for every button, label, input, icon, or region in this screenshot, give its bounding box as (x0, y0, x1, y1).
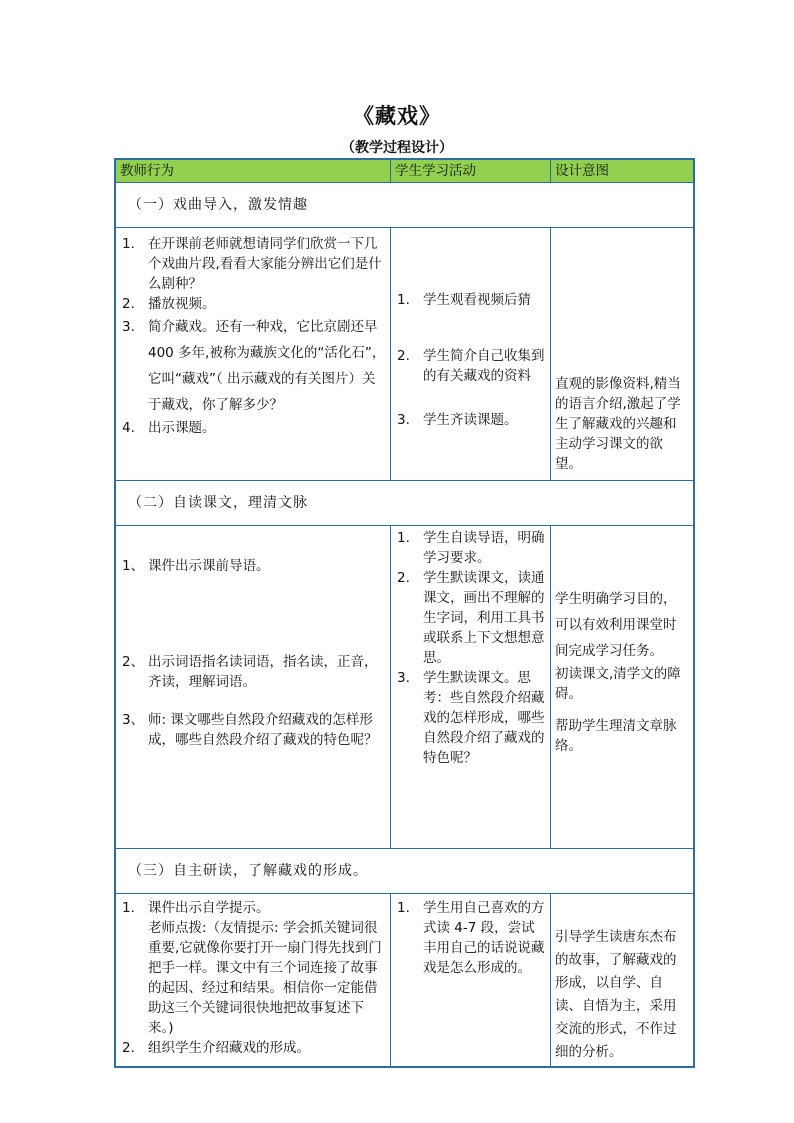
header-student: 学生学习活动 (391, 159, 551, 183)
section-content-row (115, 526, 694, 849)
list-item: 3. 简介藏戏。还有一种戏，它比京剧还早 400 多年,被称为藏族文化的“活化石”，它叫“藏戏”（ 出示藏戏的有关图片）关于藏戏，你了解多少？ (122, 319, 386, 413)
list-item: 1. 学生用自己喜欢的方式读 4-7 段，尝试丰用自己的话说说藏戏是怎么形成的。 (397, 900, 545, 976)
intent-cell (551, 228, 695, 481)
list-item: 4. 出示课题。 (122, 420, 216, 436)
student-cell (391, 526, 551, 849)
intent-cell (551, 526, 695, 849)
list-item: 1. 学生自读导语，明确学习要求。 (397, 530, 545, 566)
intent-text: 引导学生读唐东杰布的故事，了解藏戏的形成，以自学、自读、自悟为主，采用交流的形式，不作过细的分析。 (555, 929, 677, 1060)
list-item: 2. 组织学生介绍藏戏的形成。 (122, 1040, 310, 1056)
intent-text: 初读课文,清学文的障碍。 (555, 666, 681, 702)
list-item: 3. 学生默读课文。思考：些自然段介绍藏戏的怎样形成，哪些自然段介绍了藏戏的特色呢？ (397, 670, 545, 766)
section-heading: （二）自读课文，理清文脉 (115, 481, 694, 526)
teacher-cell (115, 894, 391, 1068)
list-item: 2. 播放视频。 (122, 296, 216, 312)
page-title: 《藏戏》 (353, 104, 441, 128)
list-item: 3、 师: 课文哪些自然段介绍藏戏的怎样形成，哪些自然段介绍了藏戏的特色呢？ (122, 712, 378, 748)
list-item: 2. 学生简介自己收集到的有关藏戏的资料 (397, 348, 545, 384)
list-item: 1、 课件出示课前导语。 (122, 558, 270, 574)
student-cell (391, 228, 551, 481)
lesson-plan-table (114, 158, 695, 1068)
intent-cell (551, 894, 695, 1068)
section-heading-row (115, 183, 694, 228)
section-content-row (115, 894, 694, 1068)
section-heading-row (115, 481, 694, 526)
student-cell (391, 894, 551, 1068)
list-item: 2、 出示词语指名读词语，指名读，正音，齐读，理解词语。 (122, 654, 378, 690)
section-heading-row (115, 849, 694, 894)
list-item: 老师点拨:（友情提示: 学会抓关键词很重要,它就像你要打开一扇门得先找到门把手一样。课文中有三个词连接了故事的起因、经过和结果。相信你一定能借助这三个关键词很快地把故事复述下来。) (148, 920, 382, 1036)
intent-text: 学生明确学习目的，可以有效利用课堂时间完成学习任务。 (555, 591, 677, 659)
list-item: 1. 在开课前老师就想请同学们欣赏一下几个戏曲片段,看看大家能分辨出它们是什么剧种？ (122, 236, 382, 292)
list-item: 2. 学生默读课文，读通课文，画出不理解的生字词，利用工具书或联系上下文想想意思。 (397, 570, 545, 666)
header-intent: 设计意图 (551, 159, 695, 183)
table-header-row (115, 159, 694, 183)
list-item: 1. 学生观看视频后猜 (397, 292, 531, 308)
intent-text: 帮助学生理清文章脉络。 (555, 718, 677, 754)
page-subtitle: （教学过程设计） (341, 140, 453, 156)
section-heading: （三）自主研读，了解藏戏的形成。 (115, 849, 694, 894)
teacher-cell (115, 228, 391, 481)
header-teacher: 教师行为 (115, 159, 391, 183)
teacher-cell (115, 526, 391, 849)
section-heading: （一）戏曲导入，激发情趣 (115, 183, 694, 228)
list-item: 3. 学生齐读课题。 (397, 412, 518, 428)
section-content-row (115, 228, 694, 481)
intent-text: 直观的影像资料,精当的语言介绍,激起了学生了解藏戏的兴趣和主动学习课文的欲望。 (555, 376, 681, 472)
list-item: 1. 课件出示自学提示。 (122, 900, 270, 916)
